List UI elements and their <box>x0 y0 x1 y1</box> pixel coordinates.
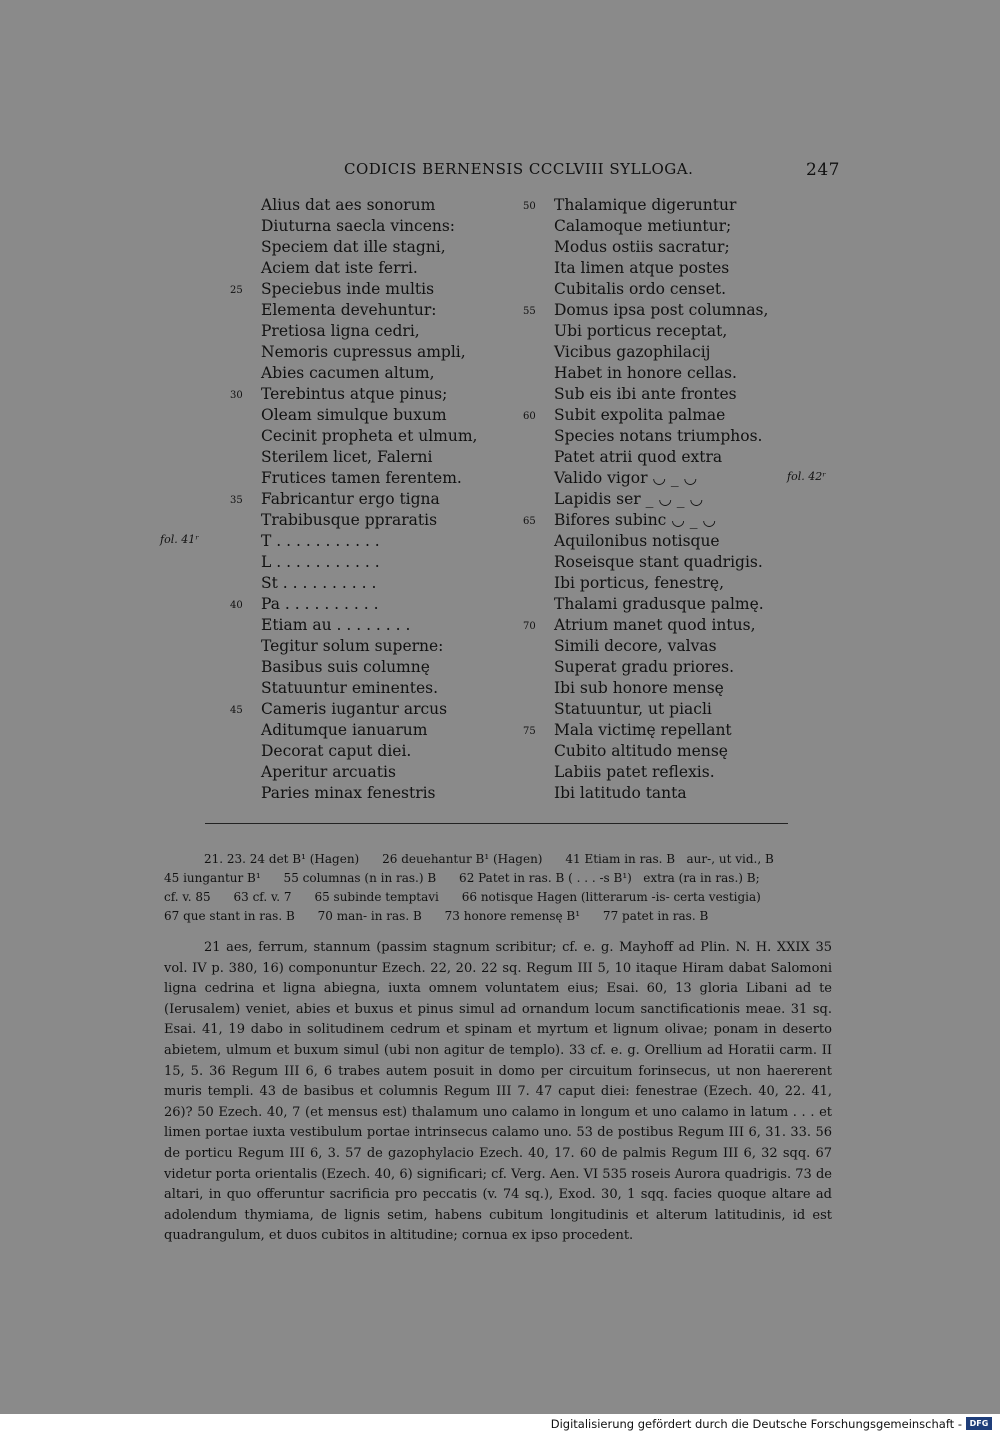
verse-line <box>523 195 768 216</box>
verse-text: Fabricantur ergo tigna <box>261 490 440 508</box>
verse-text: Pretiosa ligna cedri, <box>261 322 420 340</box>
verse-line <box>261 258 477 279</box>
verse-text: Ita limen atque postes <box>554 259 730 277</box>
verse-text: Nemoris cupressus ampli, <box>261 343 466 361</box>
folio-note-left: fol. 41ʳ <box>160 533 200 546</box>
line-number: 25 <box>230 285 243 296</box>
verse-text: Simili decore, valvas <box>554 637 717 655</box>
verse-line <box>261 447 477 468</box>
verse-line <box>554 237 768 258</box>
verse-text: Ibi sub honore mensę <box>554 679 724 697</box>
verse-line <box>261 657 477 678</box>
verse-text: Oleam simulque buxum <box>261 406 447 424</box>
footer-credit: Digitalisierung gefördert durch die Deutsche Forschungsgemeinschaft - <box>550 1417 962 1431</box>
line-number: 65 <box>523 516 536 527</box>
line-number: 35 <box>230 495 243 506</box>
verse-text: Thalami gradusque palmę. <box>554 595 764 613</box>
verse-text: Speciem dat ille stagni, <box>261 238 446 256</box>
verse-text: Decorat caput diei. <box>261 742 412 760</box>
verse-text: Aperitur arcuatis <box>261 763 396 781</box>
verse-line <box>230 279 477 300</box>
verse-text: Etiam au . . . . . . . . <box>261 616 411 634</box>
verse-line <box>261 552 477 573</box>
verse-line <box>554 384 768 405</box>
verse-line <box>554 762 768 783</box>
verse-column-left <box>230 195 478 804</box>
verse-text: Ubi porticus receptat, <box>554 322 728 340</box>
line-number: 75 <box>523 726 536 737</box>
verse-line <box>554 468 768 489</box>
verse-text: Elementa devehuntur: <box>261 301 437 319</box>
verse-text: Alius dat aes sonorum <box>261 196 436 214</box>
verse-text: T . . . . . . . . . . . <box>261 532 380 550</box>
verse-column-right <box>523 195 769 804</box>
verse-line <box>523 510 768 531</box>
verse-text: Roseisque stant quadrigis. <box>554 553 763 571</box>
verse-text: Species notans triumphos. <box>554 427 763 445</box>
verse-line <box>261 300 477 321</box>
verse-line <box>261 783 477 804</box>
verse-line <box>261 615 477 636</box>
verse-text: Habet in honore cellas. <box>554 364 737 382</box>
verse-text: Thalamique digeruntur <box>554 196 737 214</box>
critical-apparatus <box>164 850 832 926</box>
verse-line <box>554 657 768 678</box>
verse-line <box>230 699 477 720</box>
verse-text: Basibus suis columnę <box>261 658 430 676</box>
verse-text: Sub eis ibi ante frontes <box>554 385 737 403</box>
verse-line <box>554 279 768 300</box>
folio-note-right: fol. 42ʳ <box>787 470 827 483</box>
separator-rule <box>205 823 788 824</box>
verse-text: Terebintus atque pinus; <box>261 385 448 403</box>
verse-line <box>554 363 768 384</box>
verse-text: Aditumque ianuarum <box>261 721 428 739</box>
page-number: 247 <box>806 160 840 180</box>
verse-line <box>523 405 768 426</box>
line-number: 40 <box>230 600 243 611</box>
verse-text: Ibi latitudo tanta <box>554 784 687 802</box>
verse-line <box>261 510 477 531</box>
verse-line <box>554 573 768 594</box>
commentary-text: 21 aes, ferrum, stannum (passim stagnum scribitur; cf. e. g. Mayhoff ad Plin. N. H. XXIX 35 vol. IV p. 380, 16) componuntur Ezech. 22, 20. 22 sq. Regum III 5, 10 itaque Hiram dabat Salomoni ligna cedrina et ligna abiegna, iuxta omnem voluntatem eius; Esai. 60, 13 gloria Libani ad te (Ierusalem) veniet, abies et buxus et pinus simul ad ornandum locum sanctificationis meae. 31 sq. Esai. 41, 19 dabo in solitudinem cedrum et spinam et myrtum et lignum olivae; ponam in deserto abietem, ulmum et buxum simul (ubi non agitur de templo). 33 cf. e. g. Orellium ad Horatii carm. II 15, 5. 36 Regum III 6, 6 trabes autem posuit in domo per circuitum forinsecus, ut non haererent muris templi. 43 de basibus et columnis Regum III 7. 47 caput diei: fenestrae (Ezech. 40, 22. 41, 26)? 50 Ezech. 40, 7 (et mensus est) thalamum uno calamo in longum et uno calamo in latum . . . et limen portae iuxta vestibulum portae intrinsecus calamo uno. 53 de postibus Regum III 6, 31. 33. 56 de porticu Regum III 6, 3. 57 de gazophylacio Ezech. 40, 17. 60 de palmis Regum III 6, 32 sqq. 67 videtur porta orientalis (Ezech. 40, 6) significari; cf. Verg. Aen. VI 535 roseis Aurora quadrigis. 73 de altari, in quo offeruntur sacrificia pro peccatis (v. 74 sq.), Exod. 30, 1 sqq. facies quoque altare ad adolendum thymiama, de lignis setim, habens cubitum longitudinis et alterum latitudinis, id est quadrangulum, et duos cubitos in altitudine; cornua ex ipso procedent. <box>164 940 832 1244</box>
verse-line <box>261 342 477 363</box>
verse-text: Abies cacumen altum, <box>261 364 435 382</box>
verse-line <box>554 321 768 342</box>
verse-text: Aquilonibus notisque <box>554 532 720 550</box>
verse-text: Aciem dat iste ferri. <box>261 259 418 277</box>
verse-text: Tegitur solum superne: <box>261 637 444 655</box>
verse-text: Paries minax fenestris <box>261 784 436 802</box>
verse-text: Labiis patet reflexis. <box>554 763 715 781</box>
verse-line <box>261 636 477 657</box>
verse-text: Cameris iugantur arcus <box>261 700 448 718</box>
verse-text: Valido vigor ◡ _ ◡ <box>554 469 698 487</box>
verse-text: Cubito altitudo mensę <box>554 742 728 760</box>
apparatus-line: 67 que stant in ras. B 70 man- in ras. B 73 honore remensę B¹ 77 patet in ras. B <box>164 909 709 923</box>
verse-line <box>261 321 477 342</box>
verse-line <box>554 342 768 363</box>
footer-bar <box>0 1414 1000 1434</box>
verse-line <box>230 489 477 510</box>
line-number: 60 <box>523 411 536 422</box>
verse-text: Ibi porticus, fenestrę, <box>554 574 725 592</box>
verse-line <box>230 384 477 405</box>
verse-line <box>261 237 477 258</box>
verse-line <box>554 426 768 447</box>
line-number: 70 <box>523 621 536 632</box>
verse-line <box>523 300 769 321</box>
running-header-title: CODICIS BERNENSIS CCCLVIII SYLLOGA. <box>344 160 694 178</box>
verse-line <box>261 678 477 699</box>
verse-line <box>554 447 768 468</box>
verse-line <box>261 405 477 426</box>
verse-line <box>554 699 768 720</box>
line-number: 30 <box>230 390 243 401</box>
verse-text: Vicibus gazophilacij <box>554 343 711 361</box>
verse-line <box>230 594 477 615</box>
verse-line <box>261 195 477 216</box>
verse-line <box>554 678 768 699</box>
verse-line <box>523 615 768 636</box>
verse-text: Lapidis ser _ ◡ _ ◡ <box>554 490 703 508</box>
verse-line <box>261 573 477 594</box>
verse-line <box>261 762 477 783</box>
verse-line <box>261 720 477 741</box>
verse-text: Speciebus inde multis <box>261 280 435 298</box>
verse-line <box>261 216 477 237</box>
verse-text: L . . . . . . . . . . . <box>261 553 380 571</box>
verse-text: Statuuntur, ut piacli <box>554 700 712 718</box>
apparatus-line: 45 iungantur B¹ 55 columnas (n in ras.) B 62 Patet in ras. B ( . . . -s B¹) extra (ra in ras.) B; <box>164 871 760 885</box>
verse-text: Trabibusque ppraratis <box>261 511 438 529</box>
verse-line <box>554 594 768 615</box>
verse-line <box>261 426 477 447</box>
verse-text: Cubitalis ordo censet. <box>554 280 727 298</box>
verse-text: Calamoque metiuntur; <box>554 217 732 235</box>
verse-text: Domus ipsa post columnas, <box>554 301 769 319</box>
dfg-logo: DFG <box>966 1417 992 1430</box>
verse-text: Modus ostiis sacratur; <box>554 238 730 256</box>
verse-line <box>554 258 768 279</box>
verse-line <box>261 741 477 762</box>
verse-line <box>554 783 768 804</box>
verse-line <box>554 216 768 237</box>
apparatus-line: cf. v. 85 63 cf. v. 7 65 subinde temptavi 66 notisque Hagen (litterarum -is- certa vestigia) <box>164 890 761 904</box>
verse-line <box>261 363 477 384</box>
verse-line <box>554 552 768 573</box>
commentary <box>164 938 832 1247</box>
verse-line <box>554 636 768 657</box>
verse-text: Sterilem licet, Falerni <box>261 448 433 466</box>
line-number: 55 <box>523 306 536 317</box>
verse-line <box>554 741 768 762</box>
verse-line <box>261 531 477 552</box>
verse-text: Cecinit propheta et ulmum, <box>261 427 478 445</box>
verse-text: Pa . . . . . . . . . . <box>261 595 379 613</box>
verse-text: St . . . . . . . . . . <box>261 574 377 592</box>
verse-line <box>261 468 477 489</box>
verse-line <box>554 489 768 510</box>
verse-line <box>554 531 768 552</box>
verse-text: Atrium manet quod intus, <box>554 616 756 634</box>
verse-text: Diuturna saecla vincens: <box>261 217 456 235</box>
verse-text: Patet atrii quod extra <box>554 448 723 466</box>
verse-text: Subit expolita palmae <box>554 406 726 424</box>
verse-text: Frutices tamen ferentem. <box>261 469 462 487</box>
apparatus-line: 21. 23. 24 det B¹ (Hagen) 26 deuehantur B¹ (Hagen) 41 Etiam in ras. B aur-, ut vid., B <box>204 852 774 866</box>
verse-line <box>523 720 768 741</box>
line-number: 45 <box>230 705 243 716</box>
verse-text: Bifores subinc ◡ _ ◡ <box>554 511 716 529</box>
verse-text: Statuuntur eminentes. <box>261 679 439 697</box>
verse-text: Mala victimę repellant <box>554 721 732 739</box>
verse-text: Superat gradu priores. <box>554 658 734 676</box>
line-number: 50 <box>523 201 536 212</box>
